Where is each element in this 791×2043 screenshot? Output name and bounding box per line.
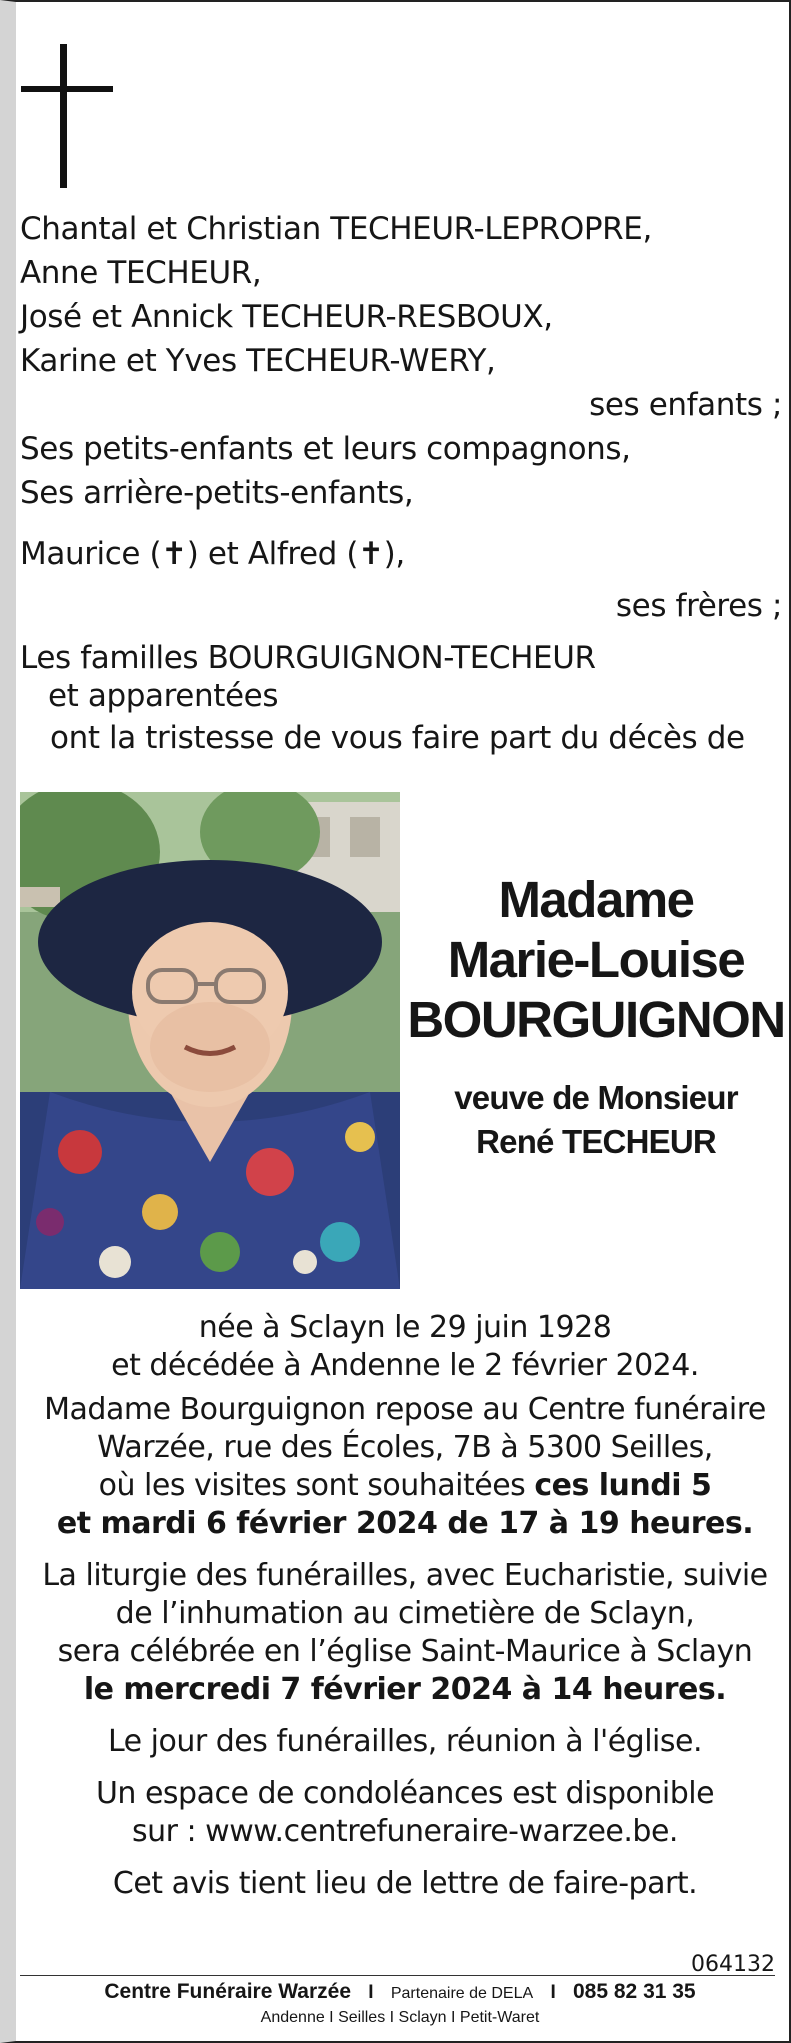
family-line: Ses petits-enfants et leurs compagnons, (20, 431, 631, 467)
family-line: Maurice (✝) et Alfred (✝), (20, 536, 405, 572)
liturgy-line-3: sera célébrée en l’église Saint-Maurice à Sclayn (57, 1634, 753, 1669)
family-line: et apparentées (48, 678, 279, 714)
rest-line-4 (20, 1505, 790, 1543)
visits-text: où les visites sont souhaitées (98, 1468, 535, 1503)
condolences-paragraph (20, 1775, 790, 1851)
footer (20, 1978, 780, 2028)
widow-line-2: René TECHEUR (476, 1123, 716, 1160)
liturgy-paragraph (20, 1557, 790, 1709)
visits-dates-1: ces lundi 5 (534, 1468, 712, 1503)
family-line: José et Annick TECHEUR-RESBOUX, (20, 299, 553, 335)
deceased-last-name: BOURGUIGNON (407, 991, 785, 1048)
footer-divider (20, 1975, 775, 1976)
widow-line-1: veuve de Monsieur (454, 1079, 738, 1116)
cross-icon (21, 44, 113, 188)
liturgy-line-4 (20, 1671, 790, 1709)
condolences-line-1: Un espace de condoléances est disponible (95, 1776, 715, 1811)
portrait-photo (20, 792, 400, 1289)
deceased-name-block (406, 870, 786, 1164)
footer-row (20, 1978, 780, 2008)
footer-locations: Andenne I Seilles I Sclayn I Petit-Waret (260, 2009, 540, 2026)
company-name: Centre Funéraire Warzée (104, 1980, 351, 2003)
liturgy-line-2: de l’inhumation au cimetière de Sclayn, (115, 1596, 695, 1631)
family-line: Les familles BOURGUIGNON-TECHEUR (20, 640, 596, 676)
family-role-brothers: ses frères ; (615, 588, 782, 624)
announcement-line: ont la tristesse de vous faire part du décès de (50, 720, 745, 756)
visitation-paragraph (20, 1391, 790, 1543)
deceased-first-name: Marie-Louise (447, 931, 745, 988)
family-line: Chantal et Christian TECHEUR-LEPROPRE, (20, 211, 652, 247)
rest-line-2: Warzée, rue des Écoles, 7B à 5300 Seilles, (97, 1430, 713, 1465)
liturgy-line-1: La liturgie des funérailles, avec Eucharistie, suivie (42, 1558, 768, 1593)
family-line: Karine et Yves TECHEUR-WERY, (20, 343, 496, 379)
birth-death-paragraph (20, 1309, 790, 1385)
deceased-title: Madame (498, 871, 694, 928)
death-line: et décédée à Andenne le 2 février 2024. (111, 1348, 699, 1383)
rest-line-1: Madame Bourguignon repose au Centre funéraire (44, 1392, 766, 1427)
footer-separator: I (550, 1982, 556, 2003)
family-line: Anne TECHEUR, (20, 255, 262, 291)
family-line: Ses arrière-petits-enfants, (20, 475, 414, 511)
funeral-date: le mercredi 7 février 2024 à 14 heures. (83, 1672, 727, 1707)
phone-number: 085 82 31 35 (573, 1980, 696, 2003)
gathering-line: Le jour des funérailles, réunion à l'église. (107, 1724, 703, 1759)
footer-separator: I (368, 1982, 374, 2003)
condolences-line-2: sur : www.centrefuneraire-warzee.be. (132, 1814, 678, 1849)
birth-line: née à Sclayn le 29 juin 1928 (198, 1310, 612, 1345)
notice-body (20, 1309, 790, 1917)
family-list (20, 207, 782, 760)
notice-line: Cet avis tient lieu de lettre de faire-part. (112, 1866, 698, 1901)
reference-number: 064132 (691, 1952, 775, 1977)
partner-text: Partenaire de DELA (390, 1985, 534, 2002)
family-role-children: ses enfants ; (589, 387, 782, 423)
rest-line-3 (20, 1467, 790, 1505)
visits-dates-2: et mardi 6 février 2024 de 17 à 19 heures. (56, 1506, 754, 1541)
